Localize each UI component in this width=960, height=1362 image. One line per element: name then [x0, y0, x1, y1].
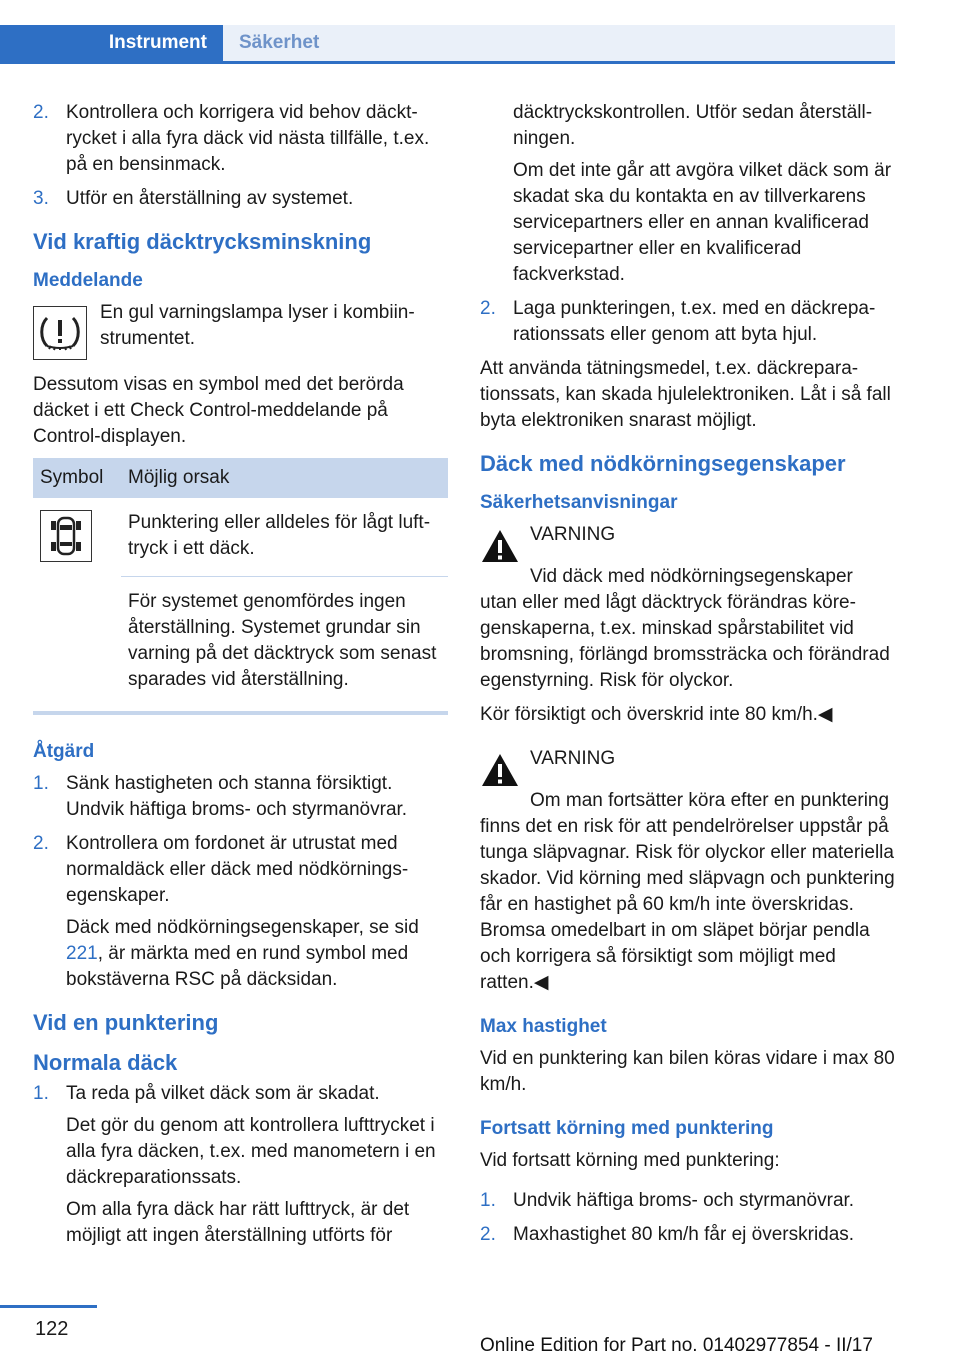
table-row [33, 498, 448, 577]
list-item [33, 771, 448, 823]
warning-triangle-icon [480, 528, 520, 564]
list-text: Sänk hastigheten och stanna försiktigt. Undvik häftiga broms- och styrmanövrar. [66, 773, 408, 820]
list-extra-text [66, 915, 448, 993]
header-tabs [0, 25, 895, 63]
list-number: 1. [33, 773, 49, 794]
heading-strong-loss: Vid kraftig däcktrycksminskning [33, 229, 372, 254]
list-item [33, 831, 448, 993]
list-number: 3. [33, 188, 49, 209]
list-text: däcktryckskontrollen. Utför sedan återställningen. [513, 102, 873, 149]
warning-text: Vid däck med nödkörningsegenskaper utan eller med lågt däcktryck förändras köregenskaperna, t.ex. minskad spårstabilitet vid bromsning, förlängd bromssträcka och förändrad egenstyrning. Risk för olyckor. [480, 566, 890, 691]
text-span: , är märkta med en rund symbol med bokstäverna RSC på däcksidan. [66, 943, 409, 990]
warning-title: VARNING [530, 748, 616, 769]
list-text: Kontrollera om fordonet är utrustat med normaldäck eller däck med nödkörningsegenskaper. [66, 833, 409, 906]
tire-pressure-warning-icon [33, 306, 87, 360]
list-number: 1. [33, 1083, 49, 1104]
list-item [33, 100, 448, 178]
tab-instrument[interactable]: Instrument [0, 25, 223, 61]
right-column [480, 100, 895, 1256]
warning-block [480, 746, 895, 788]
list-number: 1. [480, 1190, 496, 1211]
subheading-safety: Säkerhetsanvisningar [480, 492, 678, 513]
list-text: Utför en återställning av systemet. [66, 188, 354, 209]
table-bottom-rule [33, 711, 448, 715]
list-item-continued [480, 100, 895, 288]
list-text: Det gör du genom att kontrollera lufttrycket i alla fyra däcken, t.ex. med manometern i en däckreparationssats. [66, 1115, 436, 1188]
list-text: Maxhastighet 80 km/h får ej överskridas. [513, 1224, 855, 1245]
text-span: Däck med nödkörningsegenskaper, se sid [66, 917, 419, 938]
symbol-table [33, 458, 448, 707]
list-number: 2. [480, 1224, 496, 1245]
paragraph: Vid fortsatt körning med punktering: [480, 1150, 780, 1171]
table-cell [33, 577, 121, 708]
subheading-max-speed: Max hastighet [480, 1016, 607, 1037]
car-tire-icon [40, 510, 92, 562]
warning-lamp-row [33, 300, 448, 360]
heading-normal-tires: Normala däck [33, 1050, 178, 1075]
list-number: 2. [33, 102, 49, 123]
list-text: Om alla fyra däck har rätt lufttryck, är det möjligt att ingen återställning utförts för [66, 1199, 410, 1246]
list-number: 2. [33, 833, 49, 854]
warning-lamp-text: En gul varningslampa lyser i kombiinstrumentet. [100, 302, 415, 349]
warning-text: Om man fortsätter köra efter en punktering finns det en risk för att pendelrörelser uppstår på tunga släpvagnar. Risk för olyckor eller materiella skador. Vid körning med släpvagn och punktering får en hastighet på 60 km/h inte överskridas. Bromsa omedelbart in om släpet börjar pendla och korrigera så försiktigt som möjligt med ratten.◀ [480, 790, 895, 993]
subheading-action: Åtgärd [33, 741, 95, 762]
paragraph: Kör försiktigt och överskrid inte 80 km/h.◀ [480, 704, 833, 725]
list-text: Undvik häftiga broms- och styrmanövrar. [513, 1190, 855, 1211]
list-text: Laga punkteringen, t.ex. med en däckreparationssats eller genom att byta hjul. [513, 298, 876, 345]
paragraph: Dessutom visas en symbol med det berörda däcket i ett Check Control-meddelande på Control-displayen. [33, 374, 404, 447]
heading-runflat: Däck med nödkörningsegenskaper [480, 451, 846, 476]
paragraph: Vid en punktering kan bilen köras vidare i max 80 km/h. [480, 1048, 895, 1095]
list-item [33, 186, 448, 212]
page-number: 122 [35, 1318, 69, 1340]
edition-footer: Online Edition for Part no. 01402977854 - II/17 [480, 1335, 873, 1356]
heading-puncture: Vid en punktering [33, 1010, 219, 1035]
table-header-symbol: Symbol [33, 458, 121, 498]
list-number: 2. [480, 298, 496, 319]
list-text: Ta reda på vilket däck som är skadat. [66, 1083, 380, 1104]
table-header-cause: Möjlig orsak [121, 458, 448, 498]
table-cell: Punktering eller alldeles för lågt lufttryck i ett däck. [128, 512, 431, 559]
table-cell [33, 498, 121, 577]
tab-sakerhet[interactable]: Säkerhet [223, 25, 895, 61]
table-cell: För systemet genomfördes ingen återställning. Systemet grundar sin varning på det däcktryck som senast sparades vid återställning. [121, 577, 448, 708]
list-item [480, 296, 895, 348]
subheading-continue: Fortsatt körning med punktering [480, 1118, 774, 1139]
warning-block [480, 522, 895, 564]
list-text: Om det inte går att avgöra vilket däck som är skadat ska du kontakta en av tillverkarens servicepartners eller en annan kvalificerad servicepartner eller en kvalificerad fackverkstad. [513, 160, 892, 285]
paragraph: Att använda tätningsmedel, t.ex. däckreparationssats, kan skada hjulelektroniken. Låt i så fall byta elektroniken snarast möjligt. [480, 358, 891, 431]
list-item [33, 1081, 448, 1249]
list-item [480, 1188, 895, 1214]
warning-triangle-icon [480, 752, 520, 788]
list-item [480, 1222, 895, 1248]
subheading-message: Meddelande [33, 270, 143, 291]
warning-title: VARNING [530, 524, 616, 545]
page-number-rule [0, 1305, 97, 1308]
header-rule [0, 61, 895, 64]
left-column [33, 100, 448, 1257]
page-link[interactable]: 221 [66, 943, 98, 964]
list-text: Kontrollera och korrigera vid behov däcktrycket i alla fyra däck vid nästa tillfälle, t.ex. på en bensinmack. [66, 102, 430, 175]
table-row [33, 577, 448, 708]
